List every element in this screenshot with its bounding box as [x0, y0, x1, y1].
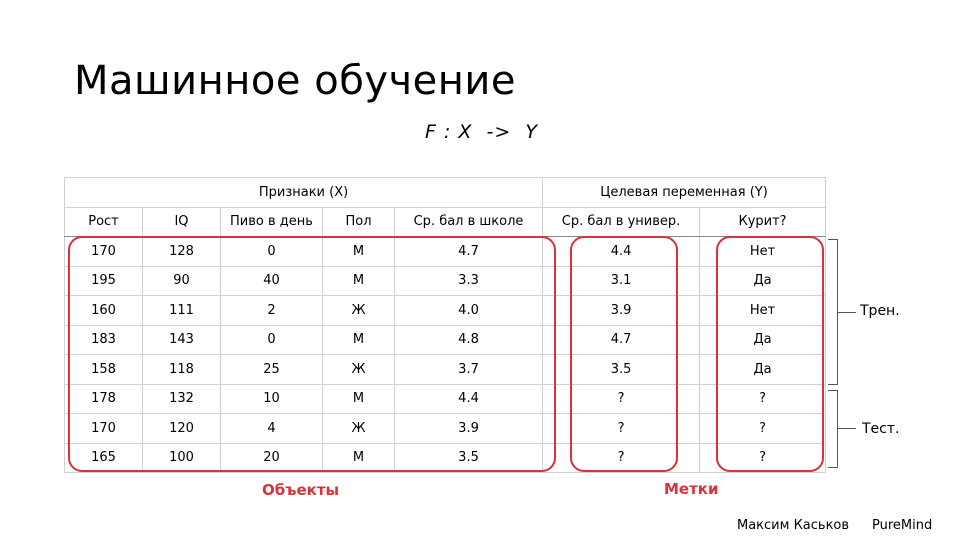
table-cell: 111 — [143, 296, 221, 326]
column-header: Ср. бал в школе — [395, 207, 543, 237]
table-cell: 3.5 — [543, 355, 700, 385]
table-cell: 0 — [221, 237, 323, 267]
table-cell: 3.1 — [543, 266, 700, 296]
table-cell: Да — [700, 325, 826, 355]
table-cell: ? — [700, 414, 826, 444]
table-cell: 118 — [143, 355, 221, 385]
table-cell: 4.7 — [395, 237, 543, 267]
table-cell: ? — [543, 414, 700, 444]
table-cell: 10 — [221, 384, 323, 414]
table-cell: Да — [700, 266, 826, 296]
table-cell: ? — [700, 443, 826, 473]
features-group-header: Признаки (X) — [65, 178, 543, 208]
table-cell: 143 — [143, 325, 221, 355]
train-bracket-tick — [838, 312, 856, 313]
table-cell: Ж — [323, 355, 395, 385]
table-cell: Нет — [700, 237, 826, 267]
table-cell: 128 — [143, 237, 221, 267]
column-header: Курит? — [700, 207, 826, 237]
table-cell: 132 — [143, 384, 221, 414]
column-header: IQ — [143, 207, 221, 237]
table-row — [65, 355, 826, 385]
table-cell: 3.3 — [395, 266, 543, 296]
table-cell: 4.8 — [395, 325, 543, 355]
table-cell: 90 — [143, 266, 221, 296]
table-cell: ? — [700, 384, 826, 414]
test-bracket-tick — [838, 428, 856, 429]
train-label: Трен. — [860, 303, 900, 319]
table-cell: М — [323, 384, 395, 414]
table-row — [65, 325, 826, 355]
table-cell: М — [323, 443, 395, 473]
table-cell: 165 — [65, 443, 143, 473]
table-cell: Ж — [323, 296, 395, 326]
table-cell: Нет — [700, 296, 826, 326]
table-row — [65, 414, 826, 444]
dataset-table — [64, 177, 826, 473]
table-cell: ? — [543, 443, 700, 473]
labels-label: Метки — [664, 480, 719, 498]
table-row — [65, 266, 826, 296]
group-header-row — [65, 178, 826, 208]
test-label: Тест. — [862, 421, 900, 437]
column-header: Пол — [323, 207, 395, 237]
table-cell: 170 — [65, 237, 143, 267]
table-cell: 4.0 — [395, 296, 543, 326]
table-cell: 183 — [65, 325, 143, 355]
table-cell: 160 — [65, 296, 143, 326]
table-cell: 40 — [221, 266, 323, 296]
table-cell: 4 — [221, 414, 323, 444]
table-row — [65, 296, 826, 326]
column-header-row — [65, 207, 826, 237]
mapping-formula: F : X -> Y — [425, 121, 538, 143]
table-cell: 3.7 — [395, 355, 543, 385]
table-cell: М — [323, 237, 395, 267]
objects-label: Объекты — [262, 481, 340, 499]
table-cell: 4.7 — [543, 325, 700, 355]
table-cell: 20 — [221, 443, 323, 473]
footer-author: Максим Каськов — [737, 518, 850, 533]
column-header: Рост — [65, 207, 143, 237]
table-row — [65, 443, 826, 473]
column-header: Пиво в день — [221, 207, 323, 237]
table-cell: Ж — [323, 414, 395, 444]
table-cell: 178 — [65, 384, 143, 414]
table-cell: 3.5 — [395, 443, 543, 473]
table-cell: 195 — [65, 266, 143, 296]
table-cell: 4.4 — [395, 384, 543, 414]
test-bracket — [828, 390, 838, 468]
table-cell: 0 — [221, 325, 323, 355]
table-cell: 100 — [143, 443, 221, 473]
table-cell: ? — [543, 384, 700, 414]
table-cell: 3.9 — [395, 414, 543, 444]
footer-brand: PureMind — [872, 518, 933, 533]
table-cell: 158 — [65, 355, 143, 385]
table-row — [65, 237, 826, 267]
table-cell: М — [323, 266, 395, 296]
table-cell: 25 — [221, 355, 323, 385]
table-cell: 170 — [65, 414, 143, 444]
table-row — [65, 384, 826, 414]
table-cell: 120 — [143, 414, 221, 444]
table-cell: 3.9 — [543, 296, 700, 326]
target-group-header: Целевая переменная (Y) — [543, 178, 826, 208]
slide-title: Машинное обучение — [74, 58, 517, 104]
table-cell: 2 — [221, 296, 323, 326]
column-header: Ср. бал в универ. — [543, 207, 700, 237]
table-cell: М — [323, 325, 395, 355]
table-cell: 4.4 — [543, 237, 700, 267]
table-cell: Да — [700, 355, 826, 385]
train-bracket — [828, 239, 838, 385]
